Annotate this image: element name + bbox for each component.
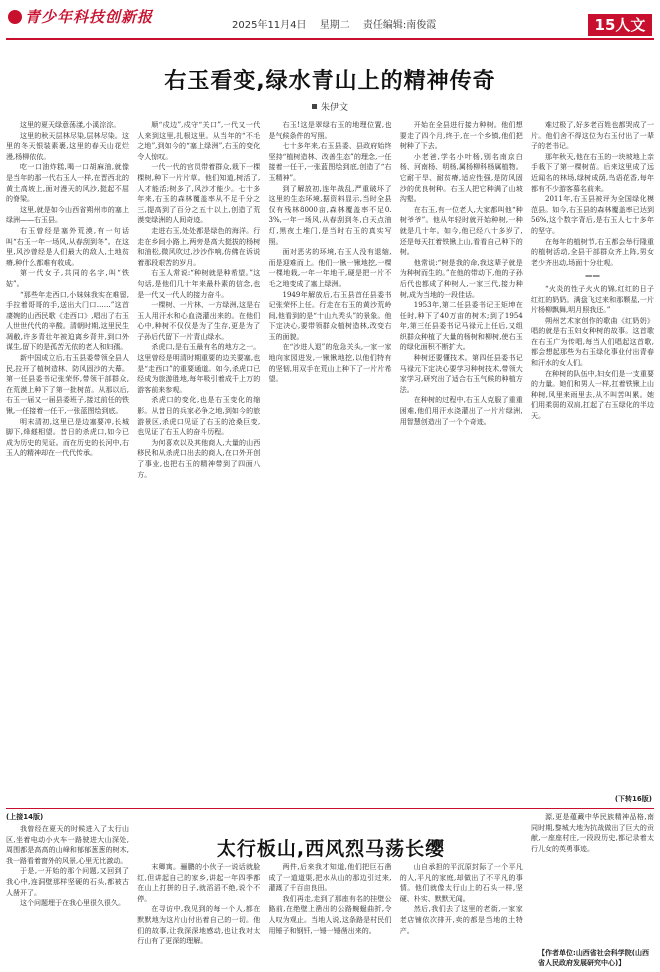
paragraph: 为何喜欢以及其他商人,大量的山西移民和从杀虎口出去的商人,在口外开创了事业,也把右玉的精神带到了四面八方。 <box>137 438 261 479</box>
page-editor: 责任编辑:南俊霞 <box>362 20 437 31</box>
paragraph: 右玉人常说:“种树就是种希望。”这句话,是他们几十年来最朴素的信念,也是一代又一代人的接力奋斗。 <box>137 269 261 299</box>
paragraph: 吃一口油炸糕,喝一口胡麻油,就像是当年的那一代右玉人一样,在晋西北的黄土高坡上,面对漫天的风沙,挺起不屈的脊梁。 <box>6 163 129 204</box>
section-heading: —— <box>585 271 600 281</box>
paragraph: “火炎的性子火火的锦,红红的日子红红的奶奶。满盘飞过来和那颗星,一片片杨柳飘舞,明月照我还。” <box>531 284 654 315</box>
second-article-body <box>6 812 654 968</box>
paragraph: 两件,后来我才知道,他们把巨石凿成了一道道渠,把水从山的那边引过来,灌溉了千百亩良田。 <box>268 863 392 893</box>
text-column <box>6 120 129 804</box>
issue-info <box>232 16 446 31</box>
paragraph: 这个问题埋于在我心里很久很久。 <box>20 899 125 908</box>
paragraph: 我曾经在夏天的时候进入了太行山区,坐着电动小火车一路驶进大山深处,周围都是高高的山峰和郁郁葱葱的树木,我一路看着窗外的风景,心里无比激动。 <box>6 825 129 865</box>
paragraph: 一代一代的官员带着群众,栽下一棵棵树,种下一片片草。他们知道,树活了,人才能活;树多了,风沙才能少。七十多年来,右玉的森林覆盖率从不足千分之三,提高到了百分之五十以上,创造了荒漠变绿洲的人间奇迹。 <box>137 163 261 225</box>
paragraph: 山自承担的平沉原封际了一个平凡的人,平凡的家庭,却做出了不平凡的事情。他们就像太行山上的石头一样,坚硬、朴实、默默无闻。 <box>399 863 523 903</box>
paragraph: 七十多年来,右玉县委、县政府始终坚持“植树造林、改善生态”的理念,一任接着一任干,一张蓝图绘到底,创造了“右玉精神”。 <box>268 142 392 182</box>
text-column <box>400 862 523 968</box>
text-column <box>269 862 392 968</box>
author-affiliation: 【作者单位:山西省社会科学院(山西省人民政府发展研究中心)】 <box>538 949 650 967</box>
paragraph: 面对恶劣的环境,右玉人没有退缩,而是迎难而上。他们一锹一锹地挖,一棵一棵地栽,一年一年地干,硬是把一片不毛之地变成了塞上绿洲。 <box>268 248 392 288</box>
paragraph: 2011年,右玉县被评为全国绿化模范县。如今,右玉县的森林覆盖率已达到56%,这个数字背后,是右玉人七十多年的坚守。 <box>531 195 654 235</box>
paragraph: 右玉曾经是塞外荒漠,有一句话叫“右玉一年一场风,从春刮到冬”。在这里,风沙曾经是人们最大的敌人,土地贫瘠,种什么都难有收成。 <box>6 226 129 267</box>
page-badge <box>588 14 652 36</box>
paragraph: 1953年,第二任县委书记王矩坤在任时,种下了40万亩的树木;到了1954年,第三任县委书记马禄元上任后,又组织群众种植了大量的杨树和柳树,使右玉的绿化面积不断扩大。 <box>399 301 523 352</box>
paragraph: 一棵树、一片林、一方绿洲,这是右玉人用汗水和心血浇灌出来的。在他们心中,种树不仅仅是为了生存,更是为了子孙后代留下一片青山绿水。 <box>137 301 261 341</box>
text-column <box>137 862 260 968</box>
masthead <box>8 6 153 27</box>
text-column <box>531 120 654 790</box>
page-header <box>0 0 660 38</box>
paragraph: 这里,就是如今山西省朔州市的塞上绿洲——右玉县。 <box>6 205 129 225</box>
text-column <box>400 120 523 804</box>
article-body <box>6 120 654 804</box>
paragraph: 明末清初,这里已是边塞要冲,长城脚下,烽燧相望。昔日的杀虎口,如今已成为历史的见证。而在历史的长河中,右玉人的精神却在一代代传承。 <box>6 417 129 458</box>
paragraph: 这里的夏天绿意荡漾,小溪淙淙。 <box>20 121 121 129</box>
paragraph: 在种树的过程中,右玉人克服了重重困难,他们用汗水浇灌出了一片片绿洲,用智慧创造出了一个个奇迹。 <box>399 396 523 426</box>
text-column <box>137 120 260 804</box>
paragraph: 在右玉,有一位老人,大家都叫他“种树爷爷”。他从年轻时就开始种树,一种就是几十年。如今,他已经八十多岁了,还是每天扛着铁锹上山,看看自己种下的树。 <box>399 205 523 257</box>
text-column <box>269 120 392 804</box>
paragraph: 我们再走,走到了那座有名的挂壁公路前,在绝壁上凿出的公路蜿蜒曲折,令人叹为观止。当地人说,这条路是村民们用锤子和钢钎,一锤一锤凿出来的。 <box>268 894 392 935</box>
paragraph: 难过极了,好多老百姓也都哭成了一片。他们舍不得这位为右玉付出了一辈子的老书记。 <box>531 121 654 151</box>
paragraph: 顺“戍边”,戍守“关口”,一代又一代人来到这里,扎根这里。从当年的“不毛之地”,到如今的“塞上绿洲”,右玉的变化令人惊叹。 <box>137 121 261 161</box>
paragraph: 在“沙进人退”的危急关头,一家一家地向家园进发,一锹锹地挖,以他们特有的坚韧,用双手在荒山上种下了一片片希望。 <box>268 343 392 384</box>
paragraph: 种树还要懂技术。第四任县委书记马禄元下定决心要学习种树技术,带领大家学习,研究出了适合右玉气候的种植方法。 <box>399 354 523 394</box>
paragraph: 在每年的植树节,右玉都会举行隆重的植树活动,全县干部群众齐上阵,男女老少齐出动,场面十分壮观。 <box>531 237 654 267</box>
issue-weekday: 星期二 <box>319 20 350 31</box>
masthead-logo-icon <box>8 10 22 24</box>
paragraph: 在种树的队伍中,妇女们是一支重要的力量。她们和男人一样,扛着铁锹上山种树,风里来雨里去,从不叫苦叫累。她们用柔弱的双肩,扛起了右玉绿化的半边天。 <box>531 369 654 421</box>
author-unit: 山西省社会科学院(山西省人民政府发展研究中心) <box>538 949 650 967</box>
paragraph: 开始在全县进行接力种树。他们想要走了四个月,终于,在一个乡镇,他们把树种了下去。 <box>399 121 523 151</box>
paragraph: 第一代女子,共同的名字,叫“铁姑”。 <box>6 269 129 288</box>
text-column <box>6 824 129 968</box>
masthead-title: 青少年科技创新报 <box>25 8 154 26</box>
paragraph: 朔州艺术家创作的歌曲《红奶奶》唱的就是右玉妇女种树的故事。这首歌在右玉广为传唱,每当人们唱起这首歌,都会想起那些为右玉绿化事业付出青春和汗水的女人们。 <box>531 316 654 368</box>
issue-date: 2025年11月4日 <box>232 20 307 31</box>
paragraph: 他常说:“树是我的命,我这辈子就是为种树而生的。”在他的带动下,他的子孙后代也都成了种树人,一家三代,接力种树,成为当地的一段佳话。 <box>399 258 523 299</box>
continued-note: (下转16版) <box>614 795 652 803</box>
paragraph: 右玉!这是翠绿右玉的地理位置,也是气候条件的写照。 <box>268 121 392 140</box>
author-name: 朱伊文 <box>320 103 348 113</box>
article-divider <box>6 808 654 809</box>
paragraph: 走进右玉,处处都是绿色的海洋。行走在乡间小路上,两旁是高大挺拔的杨树和油松,微风吹过,沙沙作响,仿佛在诉说着那段艰苦的岁月。 <box>137 226 261 267</box>
paragraph: 杀虎口的变化,也是右玉变化的缩影。从昔日的兵家必争之地,到如今的旅游景区,杀虎口见证了右玉的沧桑巨变,也见证了右玉人的奋斗历程。 <box>137 396 261 437</box>
second-article-title: 太行板山,西风烈马荡长缨 <box>216 838 446 860</box>
paragraph: 1949年解放后,右玉县首任县委书记张荣怀上任。行走在右玉的黄沙荒岭间,他看到的是“十山九秃头”的景象。他下定决心,要带领群众植树造林,改变右玉的面貌。 <box>268 290 392 341</box>
article-byline <box>6 100 654 113</box>
paragraph: 末卿寓。骊鹏的小伙子一说话就脸红,但讲起自己的家乡,讲起一年四季都在山上打拼的日子,就滔滔不绝,说个不停。 <box>137 863 261 903</box>
paragraph: 源,更是蕴藏中华民族精神品格,南同时期,黎城大地为抗战做出了巨大的贡献,一座座村庄,一段段历史,都记录着太行儿女的英勇事迹。 <box>531 813 654 853</box>
paragraph: 小老爸,学名小叶杨,别名南京白杨、河南杨、明杨,属杨柳科杨属植物。它耐干旱、耐贫瘠,适应性强,是防风固沙的优良树种。右玉人把它种满了山坡沟壑。 <box>399 152 523 204</box>
paragraph: 在寻访中,我见到的每一个人,都在默默地为这片山付出着自己的一切。他们的故事,让我深深地感动,也让我对太行山有了更深的理解。 <box>137 905 261 946</box>
byline-square-icon <box>312 104 317 109</box>
paragraph: 那年秋天,他在右玉的一块坡地上亲手栽下了第一棵树苗。后来这里成了远近闻名的林场,绿树成荫,鸟语花香,每年都有不少游客慕名前来。 <box>531 152 654 193</box>
paragraph: “那些年走西口,小妹妹我实在难留,手拉着哥哥的手,送出大门口……”这首凄婉的山西民歌《走西口》,唱出了右玉人世世代代的辛酸。清朝时期,这里民生凋敝,许多青壮年被迫离乡背井,到口外谋生,留下的是孤苦无依的老人和妇孺。 <box>6 290 129 352</box>
text-column <box>531 812 654 938</box>
paragraph: 新中国成立后,右玉县委带领全县人民,拉开了植树造林、防风固沙的大幕。第一任县委书记张荣怀,带领干部群众,在荒漠上种下了第一批树苗。从那以后,右玉一届又一届县委班子,接过前任的铁锹,一任接着一任干,一张蓝图绘到底。 <box>6 354 129 416</box>
author-label: 作者单位: <box>545 949 576 957</box>
page-section: 人文 <box>615 16 646 34</box>
paragraph: 然后,我们去了这里的老街,一家家老店铺依次排开,卖的都是当地的土特产。 <box>399 905 523 935</box>
paragraph: 于是,一开始的那个问题,又回到了我心中,连洞壁那样坚硬的石头,都被古人凿开了。 <box>6 867 129 897</box>
header-divider <box>6 38 654 40</box>
page-number: 15 <box>594 16 616 34</box>
article-title: 右玉看变,绿水青山上的精神传奇 <box>164 69 496 94</box>
paragraph: 这里的秋天层林尽染,层林尽染。这里的冬天银装素裹,这里的春天山花烂漫,杨柳依依。 <box>6 131 129 161</box>
paragraph: 杀虎口,是右玉最有名的地方之一。这里曾经是明清时期重要的边关要塞,也是“走西口”的重要通道。如今,杀虎口已经成为旅游胜地,每年吸引着成千上万的游客前来参观。 <box>137 343 261 394</box>
second-article <box>6 812 654 968</box>
paragraph: 到了解放初,连年战乱,严重破坏了这里的生态环境,据资料显示,当时全县仅有残林8000亩,森林覆盖率不足0.3%,一年一场风,从春刮到冬,白天点油灯,黑夜土堆门,是当时右玉的真实写照。 <box>268 184 392 246</box>
main-article <box>6 44 654 806</box>
continued-from-note: (上接14版) <box>6 813 44 821</box>
